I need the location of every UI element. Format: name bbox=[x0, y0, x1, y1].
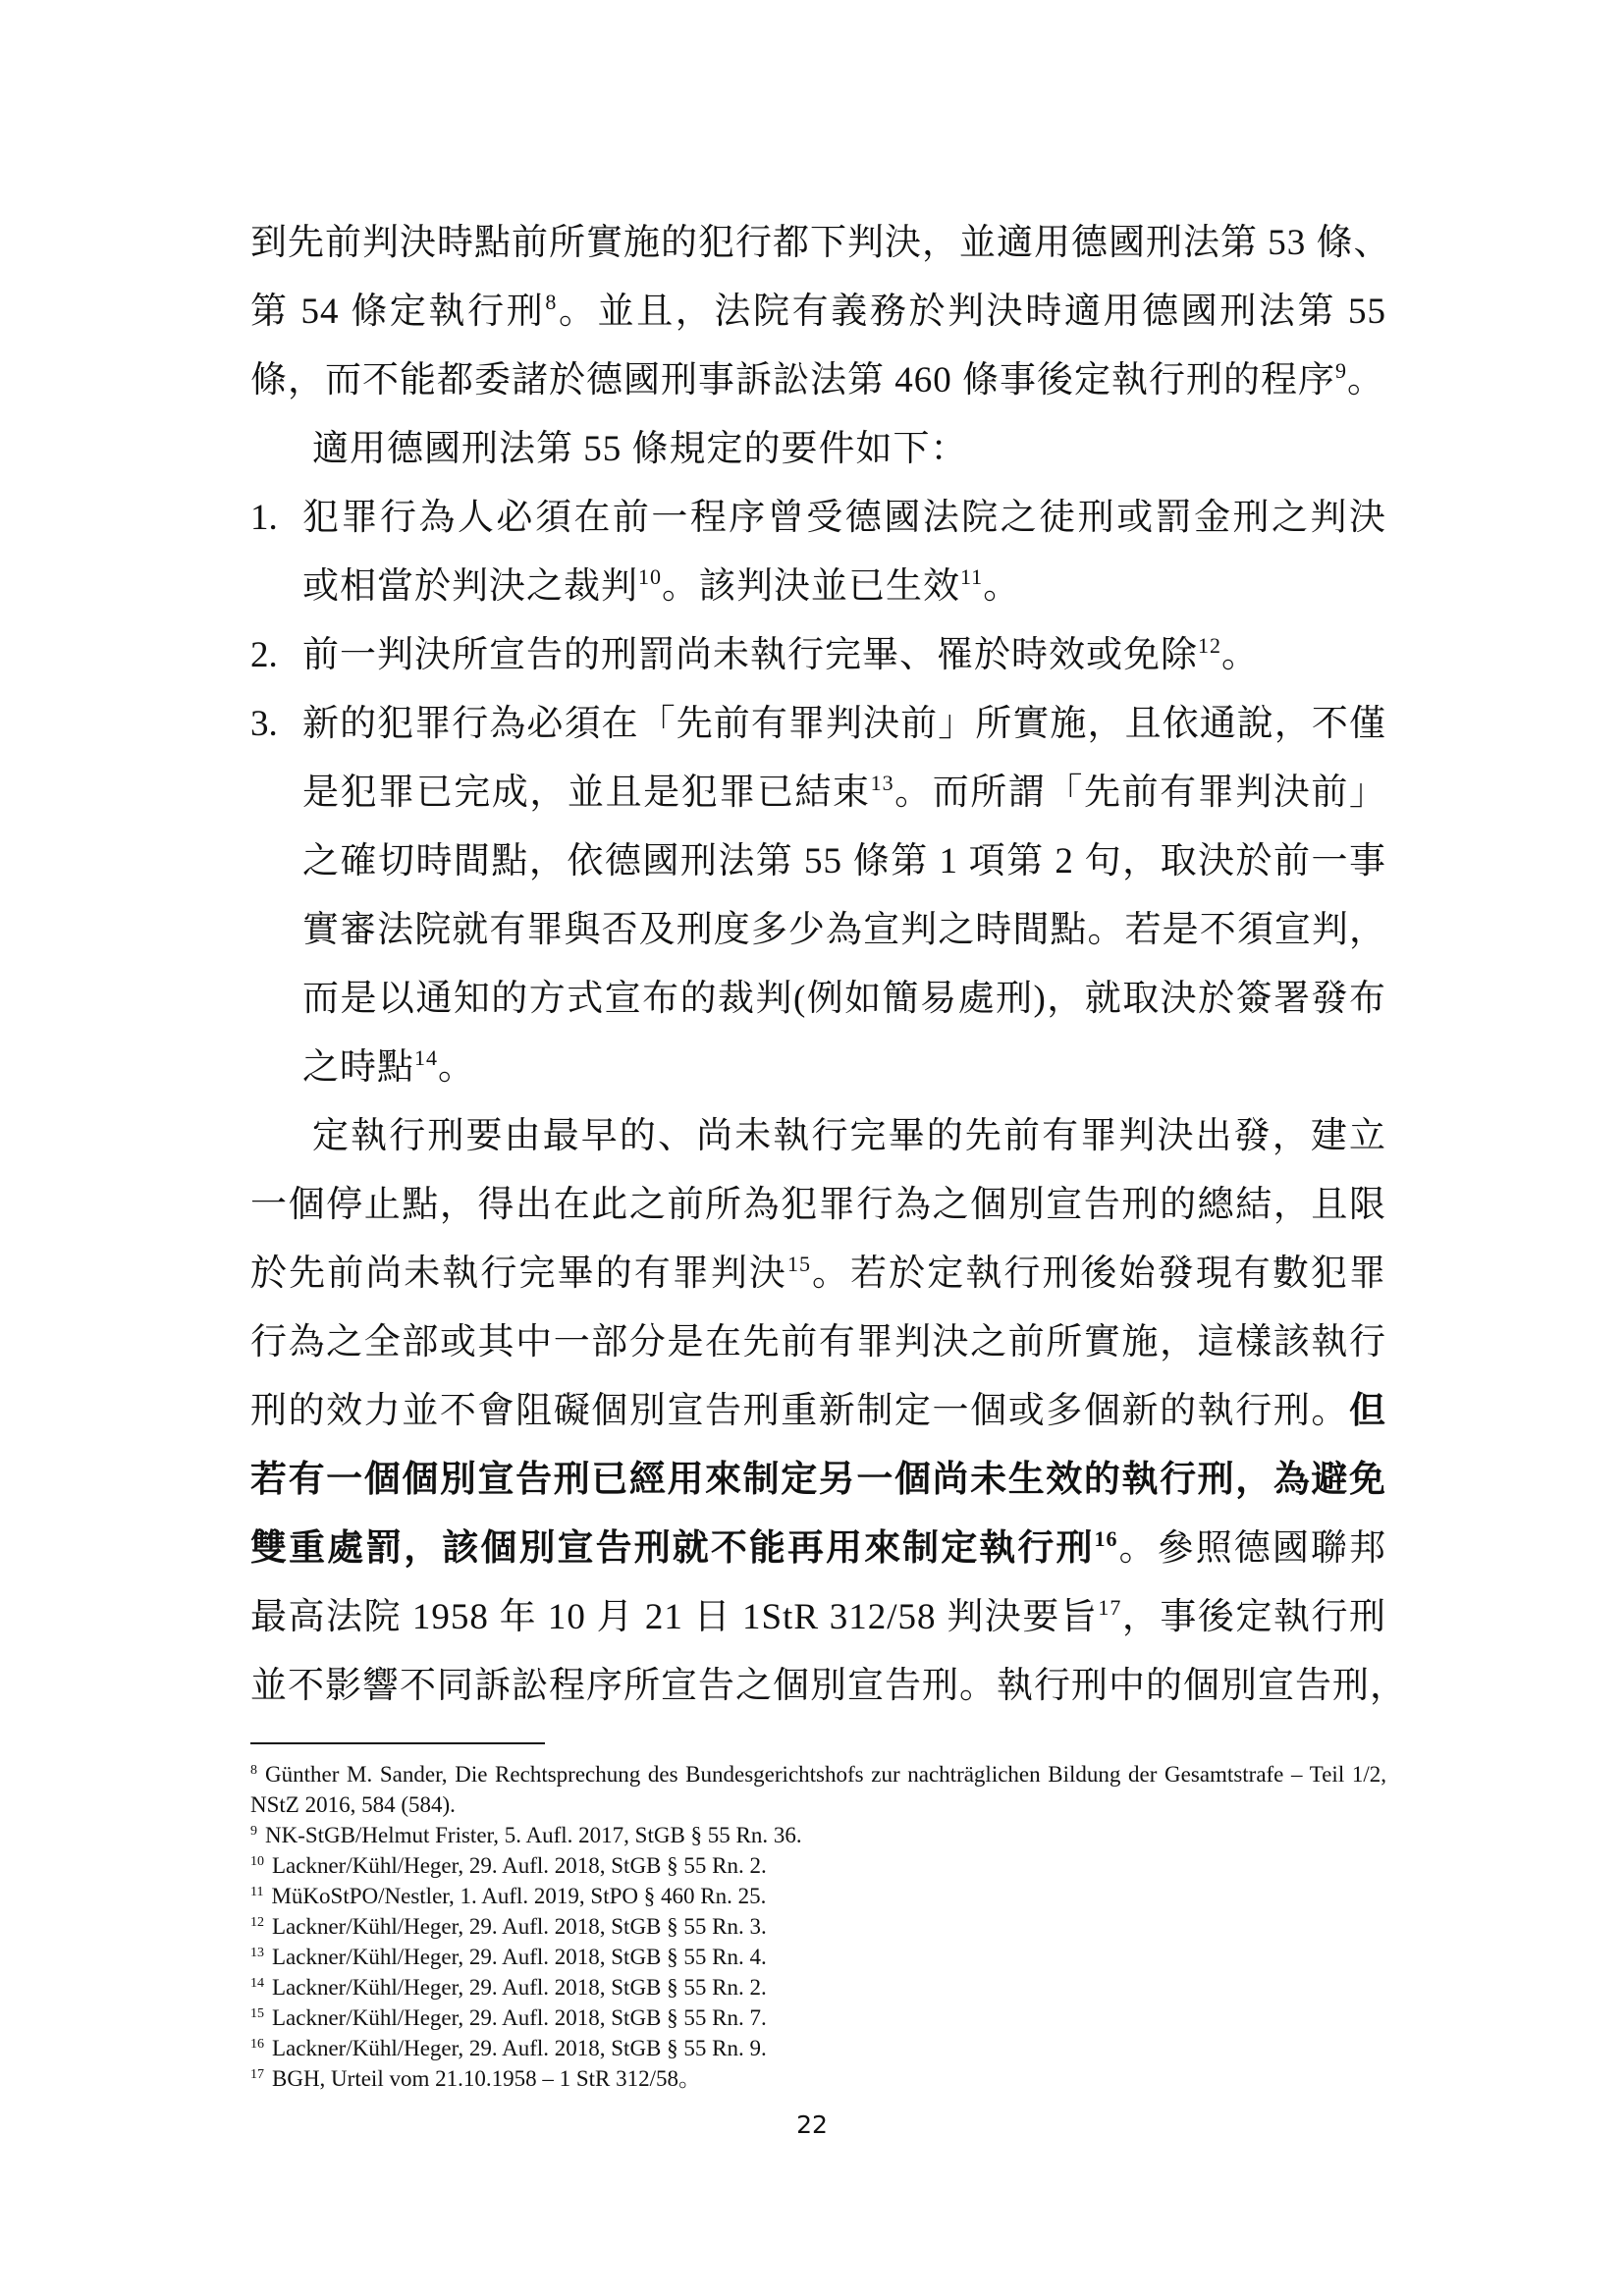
footnote-ref: 15 bbox=[786, 1252, 811, 1276]
footnote-number: 11 bbox=[250, 1885, 264, 1899]
text-segment: 到先前判決時點前所實施的犯行都下判決，並適用德國刑法第 53 條、 bbox=[250, 223, 1391, 263]
footnote-number: 12 bbox=[250, 1915, 264, 1930]
text-segment: 。並且，法院有義務於判決時適用德國刑法第 55 bbox=[557, 292, 1387, 332]
text-segment: 適用德國刑法第 55 條規定的要件如下： bbox=[312, 429, 968, 469]
footnote bbox=[250, 1759, 1386, 1820]
text-segment: 實審法院就有罪與否及刑度多少為宣判之時間點。若是不須宣判， bbox=[302, 910, 1386, 950]
text-line bbox=[250, 214, 1391, 273]
text-line bbox=[302, 489, 1386, 548]
text-line bbox=[302, 764, 1386, 823]
list-number: 3. bbox=[250, 704, 278, 744]
footnote-ref: 13 bbox=[870, 771, 894, 795]
footnote-ref: 12 bbox=[1198, 633, 1221, 658]
footnote-ref: 8 bbox=[545, 290, 558, 314]
footnote-ref: 16 bbox=[1094, 1526, 1118, 1551]
footnote bbox=[250, 1972, 1386, 2002]
text-segment: 並不影響不同訴訟程序所宣告之個別宣告刑。執行刑中的個別宣告刑， bbox=[250, 1666, 1407, 1706]
text-segment: 是犯罪已完成，並且是犯罪已結束 bbox=[302, 773, 871, 813]
footnote-text: Lackner/Kühl/Heger, 29. Aufl. 2018, StGB § 55 Rn. 7. bbox=[272, 2005, 767, 2030]
footnote-text: Lackner/Kühl/Heger, 29. Aufl. 2018, StGB § 55 Rn. 2. bbox=[272, 1975, 767, 2000]
text-segment: 。參照德國聯邦 bbox=[1117, 1528, 1386, 1569]
text-segment: 條，而不能都委諸於德國刑事訴訟法第 460 條事後定執行刑的程序 bbox=[250, 360, 1335, 400]
text-segment: 於先前尚未執行完畢的有罪判決 bbox=[250, 1254, 787, 1294]
list-number: 1. bbox=[250, 498, 278, 538]
footnote-text: NK-StGB/Helmut Frister, 5. Aufl. 2017, StGB § 55 Rn. 36. bbox=[265, 1823, 802, 1847]
text-segment: 。 bbox=[438, 1047, 475, 1088]
text-line bbox=[302, 832, 1386, 891]
text-segment: 前一判決所宣告的刑罰尚未執行完畢、罹於時效或免除 bbox=[302, 635, 1198, 675]
footnote-text: Günther M. Sander, Die Rechtsprechung des Bundesgerichtshofs zur nachträglichen Bildung der Gesamtstrafe – Teil 1/2, NStZ 2016, 584 (584). bbox=[250, 1762, 1386, 1817]
text-line bbox=[302, 626, 1386, 685]
footnote-ref: 10 bbox=[638, 564, 662, 589]
bold-text: 若有一個個別宣告刑已經用來制定另一個尚未生效的執行刑，為避免 bbox=[250, 1460, 1386, 1500]
text-line bbox=[302, 1039, 1386, 1097]
text-line bbox=[250, 1313, 1386, 1372]
text-segment: 定執行刑要由最早的、尚未執行完畢的先前有罪判決出發，建立 bbox=[312, 1116, 1386, 1156]
bold-text: 但 bbox=[1349, 1391, 1386, 1431]
text-line bbox=[250, 1588, 1386, 1647]
footnote bbox=[250, 1911, 1386, 1942]
footnote-number: 14 bbox=[250, 1976, 264, 1991]
footnote-text: Lackner/Kühl/Heger, 29. Aufl. 2018, StGB § 55 Rn. 4. bbox=[272, 1945, 767, 1969]
text-segment: 而是以通知的方式宣布的裁判(例如簡易處刑)，就取決於簽署發布 bbox=[302, 979, 1386, 1019]
text-segment: 。 bbox=[1221, 635, 1259, 675]
text-segment: 之時點 bbox=[302, 1047, 414, 1088]
text-line bbox=[250, 1451, 1386, 1510]
list-number: 2. bbox=[250, 635, 278, 675]
text-segment: 。 bbox=[983, 566, 1021, 607]
bold-text: 雙重處罰，該個別宣告刑就不能再用來制定執行刑 bbox=[250, 1528, 1095, 1569]
page-number: 22 bbox=[796, 2110, 828, 2139]
text-segment: 最高法院 1958 年 10 月 21 日 1StR 312/58 判決要旨 bbox=[250, 1597, 1099, 1637]
text-line bbox=[312, 420, 1386, 479]
text-line bbox=[312, 1107, 1386, 1166]
footnote bbox=[250, 1942, 1386, 1972]
text-segment: 刑的效力並不會阻礙個別宣告刑重新制定一個或多個新的執行刑。 bbox=[250, 1391, 1349, 1431]
text-segment: 第 54 條定執行刑 bbox=[250, 292, 546, 332]
footnote-ref: 9 bbox=[1335, 358, 1347, 383]
text-line bbox=[302, 901, 1386, 960]
text-segment: 之確切時間點，依德國刑法第 55 條第 1 項第 2 句，取決於前一事 bbox=[302, 841, 1386, 881]
text-segment: 一個停止點，得出在此之前所為犯罪行為之個別宣告刑的總結，且限 bbox=[250, 1185, 1386, 1225]
text-line bbox=[250, 1176, 1386, 1235]
text-segment: ，事後定執行刑 bbox=[1121, 1597, 1386, 1637]
footnote-ref: 17 bbox=[1098, 1595, 1122, 1620]
footnote bbox=[250, 1850, 1386, 1881]
footnote bbox=[250, 1820, 1386, 1850]
text-line bbox=[250, 1657, 1407, 1716]
footnote bbox=[250, 2063, 1386, 2094]
footnote-ref: 14 bbox=[414, 1045, 438, 1070]
footnote-number: 17 bbox=[250, 2067, 264, 2082]
text-line bbox=[250, 351, 1386, 410]
footnote-text: Lackner/Kühl/Heger, 29. Aufl. 2018, StGB § 55 Rn. 9. bbox=[272, 2036, 767, 2060]
footnote-number: 9 bbox=[250, 1824, 257, 1839]
text-line bbox=[250, 1520, 1386, 1578]
footnote-text: Lackner/Kühl/Heger, 29. Aufl. 2018, StGB § 55 Rn. 3. bbox=[272, 1914, 767, 1939]
text-line bbox=[250, 1245, 1386, 1304]
footnote-text: MüKoStPO/Nestler, 1. Aufl. 2019, StPO § 460 Rn. 25. bbox=[271, 1884, 767, 1908]
footnote-number: 10 bbox=[250, 1854, 264, 1869]
footnote bbox=[250, 1881, 1386, 1911]
text-segment: 。該判決並已生效 bbox=[662, 566, 960, 607]
footnote bbox=[250, 2002, 1386, 2033]
text-line bbox=[302, 970, 1386, 1029]
footnote-number: 16 bbox=[250, 2037, 264, 2052]
footnote bbox=[250, 2033, 1386, 2063]
footnote-text: Lackner/Kühl/Heger, 29. Aufl. 2018, StGB § 55 Rn. 2. bbox=[272, 1853, 767, 1878]
text-segment: 新的犯罪行為必須在「先前有罪判決前」所實施，且依通說，不僅 bbox=[302, 704, 1386, 744]
footnote-number: 13 bbox=[250, 1946, 264, 1960]
text-segment: 行為之全部或其中一部分是在先前有罪判決之前所實施，這樣該執行 bbox=[250, 1322, 1386, 1362]
footnote-separator bbox=[250, 1742, 545, 1744]
text-line bbox=[302, 695, 1386, 754]
text-segment: 。而所謂「先前有罪判決前」 bbox=[893, 773, 1387, 813]
footnote-ref: 11 bbox=[960, 564, 984, 589]
text-line bbox=[302, 558, 1386, 616]
text-line bbox=[250, 283, 1386, 342]
footnote-number: 8 bbox=[250, 1763, 257, 1778]
text-segment: 。 bbox=[1347, 360, 1384, 400]
footnote-text: BGH, Urteil vom 21.10.1958 – 1 StR 312/58。 bbox=[272, 2066, 702, 2091]
text-line bbox=[250, 1382, 1386, 1441]
text-segment: 或相當於判決之裁判 bbox=[302, 566, 638, 607]
text-segment: 。若於定執行刑後始發現有數犯罪 bbox=[810, 1254, 1387, 1294]
footnote-number: 15 bbox=[250, 2006, 264, 2021]
text-segment: 犯罪行為人必須在前一程序曾受德國法院之徒刑或罰金刑之判決 bbox=[302, 498, 1386, 538]
